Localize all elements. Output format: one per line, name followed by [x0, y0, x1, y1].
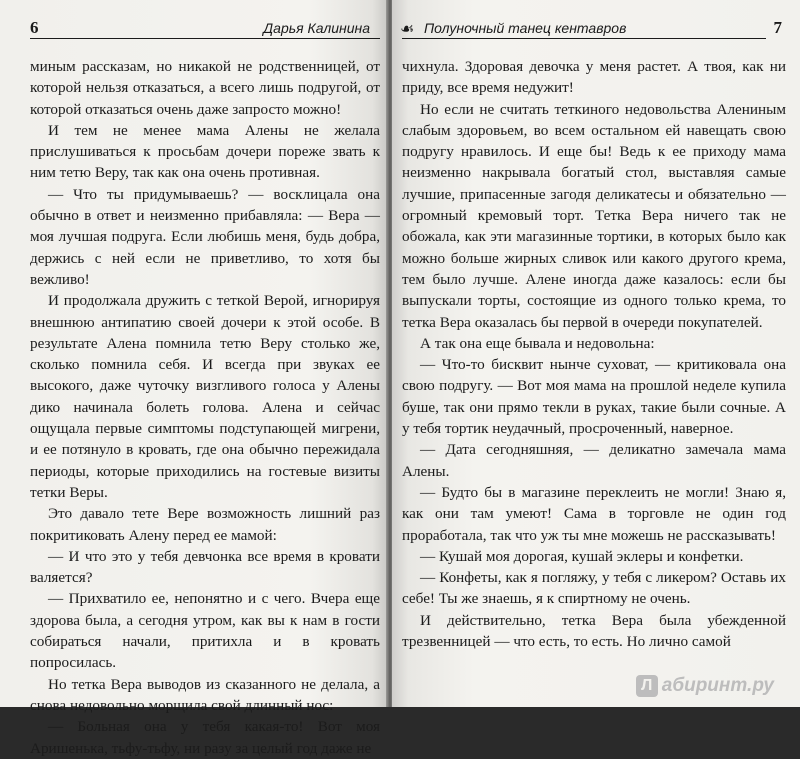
right-page-text	[402, 56, 786, 652]
paragraph: — Будто бы в магазине переклеить не могли! Знаю я, как они там умеют! Сама в торговле не один год проработала, так что уж ты мне можешь не рассказывать!	[402, 483, 786, 544]
paragraph: Но если не считать теткиного недовольства Алениным слабым здоровьем, во всем остальном ей навещать свою подругу нравилось. И еще бы! Ведь к ее приходу мама неизменно накрывала богатый стол, выставляя самые лучшие, припасенные загодя деликатесы и обязательно — огромный кремовый торт. Тетка Вера ничего так не обожала, как эти магазинные тортики, в которых было как можно больше жирных сливок или какого другого крема, тем было лучше. Алене иногда даже казалось: если бы выпускали торты, состоящие из одного только крема, то тетка Вера оказалась бы первой в очереди покупателей.	[402, 100, 786, 331]
left-page	[0, 0, 388, 757]
paragraph: — Кушай моя дорогая, кушай эклеры и конфетки.	[420, 547, 744, 565]
right-header-rule	[402, 38, 766, 39]
right-page-number: 7	[773, 18, 782, 37]
left-running-title: Дарья Калинина	[263, 20, 370, 36]
left-page-number: 6	[30, 18, 39, 37]
paragraph: А так она еще бывала и недовольна:	[420, 334, 655, 352]
paragraph: — Дата сегодняшняя, — деликатно замечала мама Алены.	[402, 441, 786, 480]
right-page	[392, 0, 800, 707]
paragraph: — Что-то бисквит нынче суховат, — критиковала она свою подругу. — Вот моя мама на прошлой неделе купила буше, так они прямо текли в руках, такие были сочные. А у тебя тортик неудачный, просроченный, наверное.	[402, 356, 786, 438]
paragraph: — Что ты придумываешь? — восклицала она обычно в ответ и неизменно прибавляла: — Вера — моя лучшая подруга. Если любишь меня, будь добра, держись с ней если не приветливо, то хотя бы вежливо!	[30, 185, 380, 288]
right-running-title: Полуночный танец кентавров	[424, 20, 627, 36]
paragraph: И тем не менее мама Алены не желала прислушиваться к просьбам дочери пореже звать к ним тетю Веру, так как она очень противная.	[30, 121, 380, 182]
paragraph: — И что это у тебя девчонка все время в кровати валяется?	[30, 547, 380, 587]
right-running-head	[402, 18, 786, 42]
paragraph: — Больная она у тебя какая-то! Вот моя Аришенька, тьфу-тьфу, ни разу за целый год даже не	[30, 718, 380, 757]
watermark-text: абиринт.ру	[661, 675, 774, 696]
paragraph: миным рассказам, но никакой не родственницей, от которой нельзя отказаться, а всего лишь подругой, от которой отказаться очень даже запросто можно!	[30, 58, 380, 118]
left-page-text	[30, 56, 380, 759]
left-running-head	[30, 18, 380, 42]
labirint-watermark	[636, 675, 774, 697]
paragraph: — Прихватило ее, непонятно и с чего. Вчера еще здорова была, а сегодня утром, как вы к нам в гости собираться начали, притихла и в кровать попросилась.	[30, 590, 380, 672]
paragraph: Но тетка Вера выводов из сказанного не делала, а снова недовольно морщила свой длинный нос:	[30, 675, 380, 714]
paragraph: И продолжала дружить с теткой Верой, игнорируя внешнюю антипатию своей дочери к этой особе. В результате Алена помнила тетю Веру столько же, сколько помнила себя. И всегда при звуках ее высокого, даже чуточку визгливого голоса у Алены дико начинала болеть голова. Алена и сейчас ощущала первые симптомы подступающей мигрени, и ее потянуло в кровать, где она обычно пережидала периоды, которые приходились на гостевые визиты тетки Веры.	[30, 292, 380, 501]
paragraph: — Конфеты, как я погляжу, у тебя с ликером? Оставь их себе! Ты же знаешь, я к спиртному не очень.	[402, 569, 786, 608]
paragraph: Это давало тете Вере возможность лишний раз покритиковать Алену перед ее мамой:	[30, 505, 380, 544]
paragraph: чихнула. Здоровая девочка у меня растет. А твоя, как ни приду, все время недужит!	[402, 58, 786, 97]
labirint-logo-icon: Л	[636, 675, 658, 697]
left-header-rule	[30, 38, 380, 39]
paragraph: И действительно, тетка Вера была убежденной трезвенницей — что есть, то есть. Но лично самой	[402, 611, 786, 651]
ornament-icon: ☙	[400, 21, 415, 38]
